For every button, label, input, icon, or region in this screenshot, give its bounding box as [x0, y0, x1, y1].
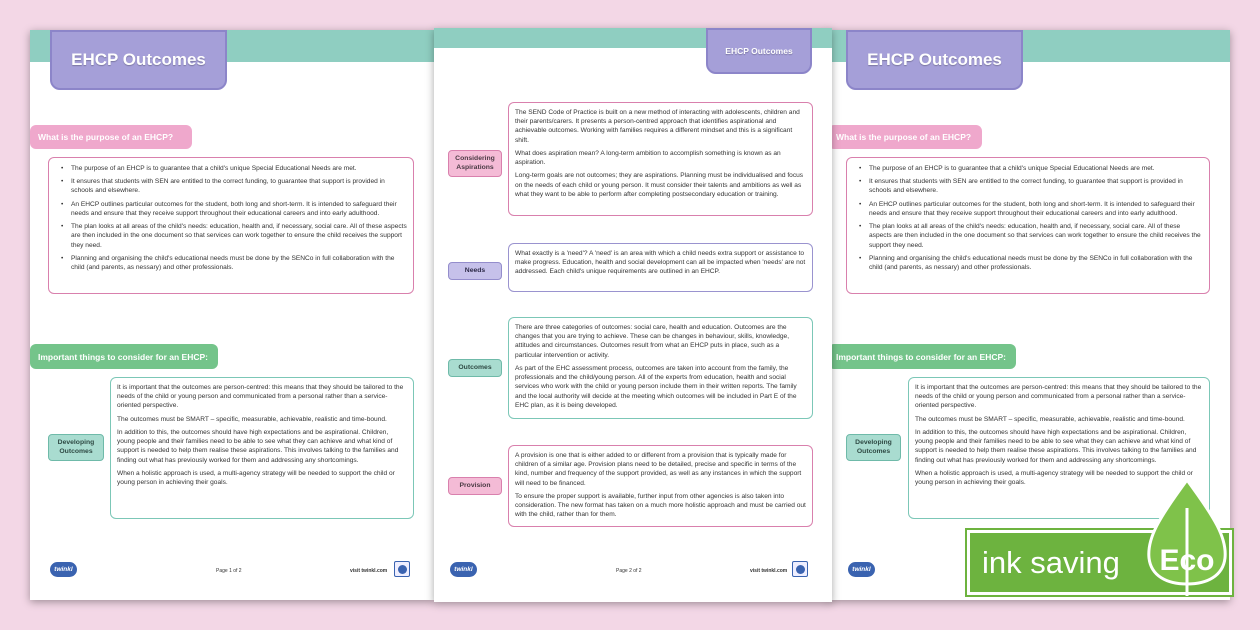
aspiration-para: What does aspiration mean? A long-term ambition to accomplish something is known as an aspiration. [515, 149, 781, 167]
page-number: Page 2 of 2 [616, 568, 642, 574]
purpose-bullet: • The purpose of an EHCP is to guarantee that a child's unique Special Educational Needs are met. [853, 164, 1203, 173]
outcomes-label: Outcomes [448, 359, 502, 377]
needs-label: Needs [448, 262, 502, 280]
eco-leaf-icon [1145, 478, 1229, 598]
provision-para: To ensure the proper support is available, further input from other agencies is also taken into consideration. The new format has taken on a much more holistic approach and must be carried out with the child, rather than for them. [515, 492, 806, 519]
purpose-heading: What is the purpose of an EHCP? [828, 125, 982, 149]
developing-para: When a holistic approach is used, a multi-agency strategy will be needed to support the child or young person in achieving their goals. [915, 469, 1193, 486]
provision-label: Provision [448, 477, 502, 495]
considering-aspirations-label: Considering Aspirations [448, 150, 502, 177]
page-title: EHCP Outcomes [706, 28, 812, 74]
outcomes-para: There are three categories of outcomes: social care, health and education. Outcomes are the changes that you are trying to achieve. These can be changes in behaviour, skills, knowledge, attitudes and circumstances. Outcomes result from what an EHCP puts in place, such as a particular intervention or activity. [515, 324, 790, 359]
developing-outcomes-box [110, 377, 414, 519]
purpose-bullet: • An EHCP outlines particular outcomes for the student, both long and short-term. It is intended to safeguard their needs and ensure that they receive support throughout their educational careers and into early adulthood. [853, 200, 1203, 218]
developing-para: In addition to this, the outcomes should have high expectations and be aspirational. Children, young people and their families need to be able to see what they can achieve and what kind of support is needed to help them realise these aspirations. This involves talking to the families and finding out what has previously worked for them and addressing any shortcomings. [915, 428, 1197, 464]
developing-outcomes-label: Developing Outcomes [846, 434, 901, 461]
provision-box [508, 445, 813, 527]
page-title: EHCP Outcomes [50, 30, 227, 90]
purpose-bullet: • The purpose of an EHCP is to guarantee that a child's unique Special Educational Needs are met. [55, 164, 407, 173]
aspiration-para: The SEND Code of Practice is built on a new method of interacting with adolescents, children and their parents/carers. It presents a person-centred approach that identifies aspirational and achievable outcomes. Working with families requires a different mindset and this is a significant shift. [515, 109, 800, 144]
needs-para: What exactly is a 'need'? A 'need' is an area with which a child needs extra support or assistance to make progress. Education, health and social development can all be impacted when 'needs' are not addressed. Each child's unique requirements are outlined in an EHCP. [515, 250, 806, 276]
ink-saving-text: ink saving [982, 544, 1120, 580]
purpose-bullet: • Planning and organising the child's educational needs must be done by the SENCo in full collaboration with the child (and parents, as nessary) and other professionals. [853, 254, 1203, 272]
quality-seal-icon [792, 561, 808, 577]
purpose-bullet: • It ensures that students with SEN are entitled to the correct funding, to guarantee that support is provided in schools and elsewhere. [853, 177, 1203, 195]
developing-para: It is important that the outcomes are person-centred: this means that they should be tailored to the needs of the child or young person and communicated from a personal rather than a service-oriented perspective. [117, 384, 404, 410]
twinkl-logo: twinkl [848, 562, 875, 577]
developing-outcomes-label: Developing Outcomes [48, 434, 104, 461]
eco-text: Eco [1159, 544, 1215, 577]
page-number: Page 1 of 2 [216, 568, 242, 574]
twinkl-logo: twinkl [50, 562, 77, 577]
consider-heading: Important things to consider for an EHCP: [828, 344, 1016, 369]
website-link[interactable]: visit twinkl.com [750, 568, 788, 574]
purpose-bullet: • It ensures that students with SEN are entitled to the correct funding, to guarantee that support is provided in schools and elsewhere. [55, 177, 407, 195]
purpose-box [846, 157, 1210, 294]
developing-para: In addition to this, the outcomes should have high expectations and be aspirational. Children, young people and their families need to be able to see what they can achieve and what kind of support is needed to help them realise these aspirations. This involves talking to the families and finding out what has previously worked for them and addressing any shortcomings. [117, 428, 399, 464]
developing-para: It is important that the outcomes are person-centred: this means that they should be tailored to the needs of the child or young person and communicated from a personal rather than a service-oriented perspective. [915, 384, 1202, 410]
aspiration-para: Long-term goals are not outcomes; they are aspirations. Planning must be individualised and focus on the needs of each child or young person. It must consider their talents and ambitions as well as what they want to be able to perform after completing postsecondary education or training. [515, 172, 804, 198]
needs-box [508, 243, 813, 292]
consider-heading: Important things to consider for an EHCP: [30, 344, 218, 369]
purpose-bullet: • An EHCP outlines particular outcomes for the student, both long and short-term. It is intended to safeguard their needs and ensure that they receive support throughout their educational careers and into early adulthood. [55, 200, 407, 218]
page-1-left [30, 30, 434, 600]
provision-para: A provision is one that is either added to or different from a provision that is typically made for children of a similar age. Provision plans need to be detailed, precise and specific in terms of the kind, number and frequency of the support provided, as well as any instances in which the support will need to be financed. [515, 452, 802, 487]
developing-para: The outcomes must be SMART – specific, measurable, achievable, realistic and time-bound. [915, 415, 1185, 423]
page-2-middle [434, 28, 832, 602]
developing-para: The outcomes must be SMART – specific, measurable, achievable, realistic and time-bound. [117, 415, 387, 423]
considering-aspirations-box [508, 102, 813, 216]
page-title: EHCP Outcomes [846, 30, 1023, 90]
website-link[interactable]: visit twinkl.com [350, 568, 388, 574]
purpose-bullet: • Planning and organising the child's educational needs must be done by the SENCo in full collaboration with the child (and parents, as nessary) and other professionals. [55, 254, 407, 272]
twinkl-logo: twinkl [450, 562, 477, 577]
developing-para: When a holistic approach is used, a multi-agency strategy will be needed to support the child or young person in achieving their goals. [117, 469, 395, 486]
outcomes-para: As part of the EHC assessment process, outcomes are taken into account from the family, the professionals and the child/young person. All of the experts from education, health and social services who work with the child or young person include them in their written reports. The family and the local authority will decide at the meeting which outcomes will be included in Part E of the EHC plan, as it is being developed. [515, 364, 797, 409]
purpose-heading: What is the purpose of an EHCP? [30, 125, 192, 149]
purpose-bullet: • The plan looks at all areas of the child's needs: education, health and, if necessary, social care. All of these aspects are then included in the one document so that services can work together to ensure the child receives the support they need. [55, 222, 407, 250]
outcomes-box [508, 317, 813, 419]
quality-seal-icon [394, 561, 410, 577]
purpose-box [48, 157, 414, 294]
purpose-bullet: • The plan looks at all areas of the child's needs: education, health and, if necessary, social care. All of these aspects are then included in the one document so that services can work together to ensure the child receives the support they need. [853, 222, 1203, 250]
